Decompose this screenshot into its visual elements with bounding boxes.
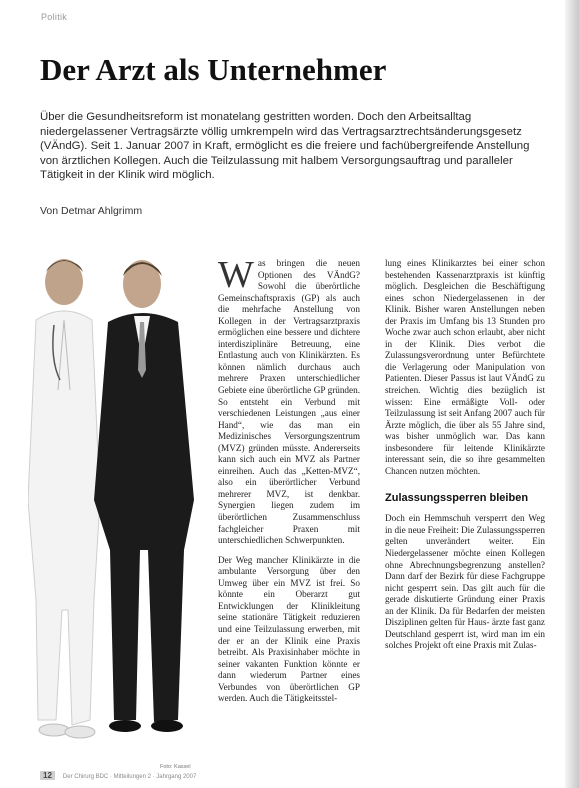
right-man-dark-suit — [94, 313, 194, 722]
column-1-paragraph-2: Der Weg mancher Klinikärzte in die ambulante Versorgung über den Umweg über ein MVZ ist frei. So könnte ein Oberarzt gut Entwicklungen der Klinikleitung seine stationäre Tätigkeit reduzieren und eine Teilzulassung erwerben, mit der er an der Klinik eine Praxis betreibt. Als Praxisinhaber möchte in seiner vakanten Funktion könnte er dann wiederum Partner eines Verbundes von überörtlichen GP werden. Auch die Tätigkeitsstel- — [218, 554, 360, 704]
publication-info: Der Chirurg BDC · Mitteilungen 2 · Jahrgang 2007 — [62, 774, 197, 780]
page-number: 12 — [40, 771, 55, 780]
column-2-paragraph-2: Doch ein Hemmschuh versperrt den Weg in die neue Freiheit: Die Zulassungssperren gelten unverändert weiter. Ein Niedergelassener möchte einen Kollegen ohne Abrechnungsbegrenzung anstellen? Dann darf der Bezirk für diese Fachgruppe nicht gesperrt sein. Das gilt auch für die gerade diskutierte Gründung einer Praxis an der Klinik. Da für Bedarfen der meisten Disziplinen gelten für Haus- ärzte fast ganz Deutschland gesperrt ist, wird man im ein solches Projekt oft eine Praxis mit Zulas- — [385, 513, 545, 651]
two-doctors-illustration — [28, 250, 201, 758]
left-man-shoe-right — [65, 726, 95, 738]
page-footer — [40, 771, 196, 780]
article-byline: Von Detmar Ahlgrimm — [40, 205, 143, 217]
left-man-white-coat — [28, 311, 100, 725]
article-photo — [28, 250, 201, 758]
right-man-shoe-left — [109, 720, 141, 732]
section-kicker: Politik — [41, 12, 68, 22]
drop-cap: W — [218, 254, 254, 296]
page-spine-shadow — [565, 0, 579, 788]
right-man-shoe-right — [151, 720, 183, 732]
article-column-1 — [218, 254, 360, 705]
article-column-2 — [385, 258, 545, 652]
photo-credit: Foto: Kassel — [160, 764, 191, 770]
column-1-text-1: as bringen die neuen Optionen des VÄndG? Sowohl die überörtliche Gemeinschaftspraxis (GP) als auch die mehrfache Anstellung von Kollegen in der Vertragsarztpraxis ermöglichen eine bessere und dichtere interdisziplinäre Betreuung, eine Entlastung auch von Klinikärzten. Es können nämlich durchaus auch mehrere Praxen unterschiedlicher Gebiete eine überörtliche GP gründen. So entsteht ein Verbund mit verschiedenen Leistungen „aus einer Hand“, wie das man ein Medizinisches Versorgungszentrum (MVZ) gründen müsste. Andererseits kann sich auch ein MVZ als Partner einreihen. Auch das „Ketten-MVZ“, also ein überörtlicher Verbund mehrerer MVZ, ist denkbar. Synergien liegen zudem im überörtlichen Zusammenschluss fachgleicher Praxen mit unterschiedlichen Schwerpunkten. — [218, 258, 360, 546]
column-2-paragraph-1: lung eines Klinikarztes bei einer schon bestehenden Kassenarztpraxis ist künftig möglich. Desgleichen die Beschäftigung eines schon Niedergelassenen in der Klinik. Bisher waren Anstellungen neben der Praxis im Umfang bis 13 Stunden pro Woche zwar auch schon erlaubt, aber nicht in der Klinik. Dies verbot die Zulassungsverordnung unter Befürchtete die Verlagerung oder Manipulation von Patienten. Dieser Passus ist laut VÄndG zu streichen. Wichtig dies bezüglich ist wissen: Eine ermäßigte Voll- oder Teilzulassung ist seit Anfang 2007 auch für Ärzte möglich, die über als 55 Jahre sind, was bisher unmöglich war. Das kann insbesondere für leitende Klinikärzte interessant sein, die so ihre gesammelten Chancen nutzen möchten. — [385, 258, 545, 476]
article-title: Der Arzt als Unternehmer — [40, 52, 387, 87]
left-man-shoe-left — [39, 724, 69, 736]
column-2-subheading: Zulassungssperren bleiben — [385, 492, 529, 505]
column-1-paragraph-1 — [218, 254, 360, 547]
article-lead: Über die Gesundheitsreform ist monatelang gestritten worden. Doch den Arbeitsalltag niedergelassener Vertragsärzte völlig umkrempeln wird das Vertragsarztrechtsänderungsgesetz (VÄndG). Seit 1. Januar 2007 in Kraft, ermöglicht es die freiere und fachübergreifende Anstellung von ärztlichen Kollegen. Auch die Teilzulassung mit halbem Versorgungsauftrag und paralleler Tätigkeit in der Klinik wird möglich. — [40, 111, 530, 182]
